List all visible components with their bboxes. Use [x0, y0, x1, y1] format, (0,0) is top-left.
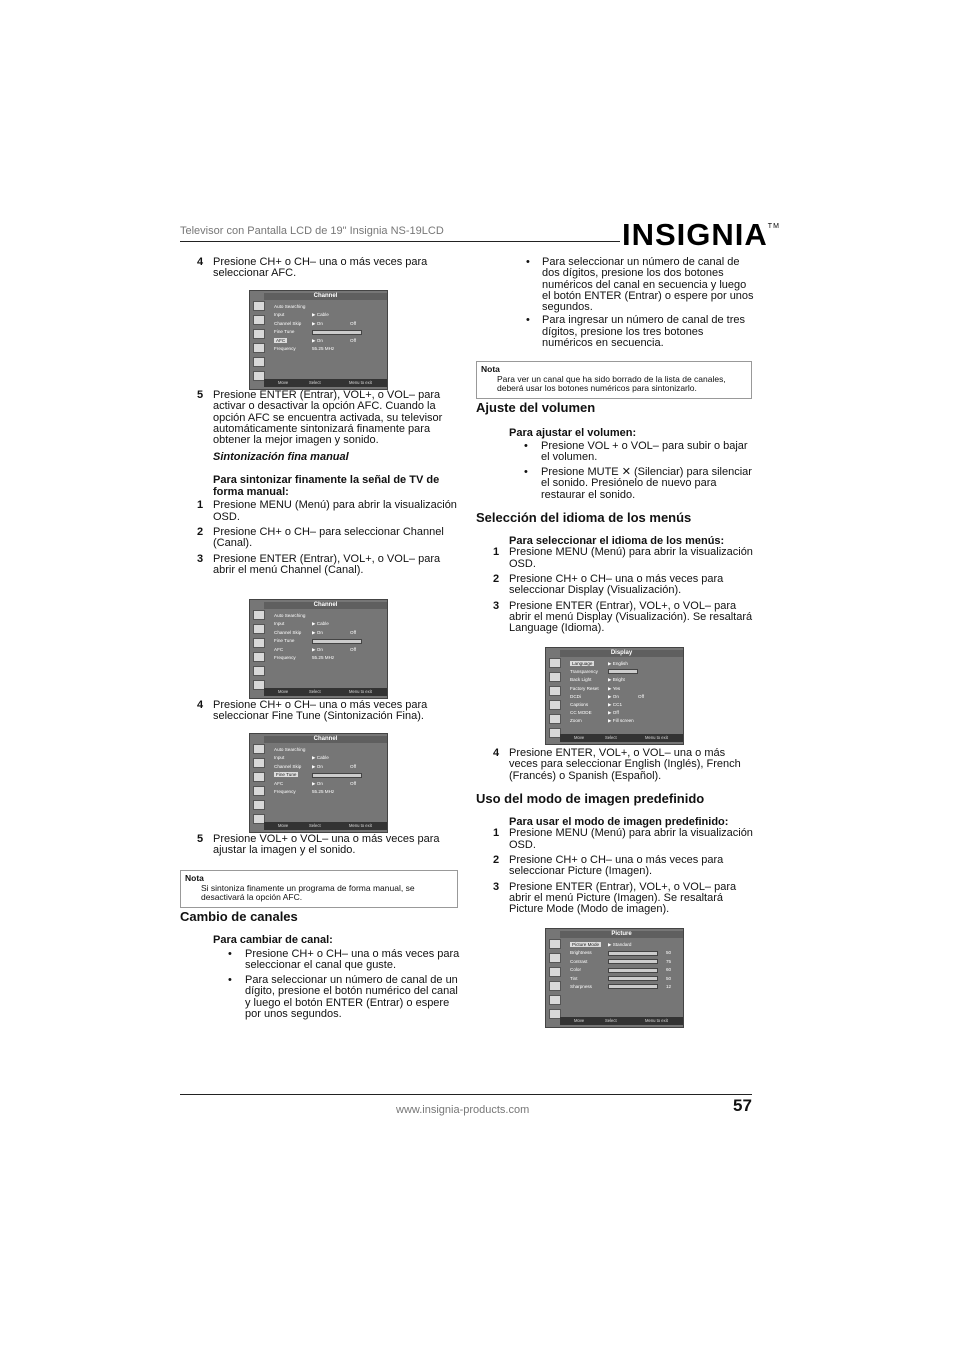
step-4-finetune: 4 Presione CH+ o CH– una o más veces para seleccionar Fine Tune (Sintonización Fina). — [197, 699, 428, 723]
idioma-step-2: 2 Presione CH+ o CH– una o más veces para seleccionar Display (Visualización). — [493, 573, 724, 597]
left-column — [180, 257, 460, 280]
modo-title: Uso del modo de imagen predefinido — [476, 790, 705, 806]
osd-title: Channel — [264, 602, 387, 609]
sintonizacion-title: Sintonización fina manual — [213, 451, 349, 464]
step-1: 1 Presione MENU (Menú) para abrir la visualización OSD. — [197, 499, 457, 523]
step-5-afc: 5 Presione ENTER (Entrar), VOL+, o VOL– para activar o desactivar la opción AFC. Cuando la opción AFC se encuentra activada, su televisor automáticamente sintonizará finamente para obtener la mejor imagen y sonido. — [197, 389, 443, 447]
header-title: Televisor con Pantalla LCD de 19" Insignia NS-19LCD — [180, 225, 444, 237]
step-5-adjust: 5 Presione VOL+ o VOL– una o más veces para ajustar la imagen y el sonido. — [197, 833, 440, 857]
osd-title: Display — [560, 650, 683, 657]
idioma-step-4: 4 Presione ENTER, VOL+, o VOL– una o más veces para seleccionar English (Inglés), French (Francés) o Spanish (Español). — [493, 747, 741, 782]
osd-sidebar-icons — [548, 658, 560, 742]
insignia-logo: INSIGNIA™ — [622, 217, 780, 252]
osd-sidebar-icons — [252, 610, 264, 694]
volumen-sub: Para ajustar el volumen: — [509, 427, 637, 439]
volumen-title: Ajuste del volumen — [476, 400, 596, 415]
step-4-afc: 4 Presione CH+ o CH– una o más veces para seleccionar AFC. — [197, 256, 428, 280]
osd-picture: Picture Picture Mode Brightness Contrast Color Tint Sharpness ▶ Standard 50 75 60 50 12 Move Select Menu to exit — [545, 928, 684, 1028]
osd-title: Channel — [264, 736, 387, 743]
osd-sidebar-icons — [548, 939, 560, 1023]
bullet-3: • Para seleccionar un número de canal de dos dígitos, presione los dos botones numéricos del canal en secuencia y luego el botón ENTER (Entrar) o espere por unos segundos. — [526, 256, 754, 314]
header-rule — [180, 241, 620, 242]
osd-sidebar-icons — [252, 744, 264, 828]
modo-step-2: 2 Presione CH+ o CH– una o más veces para seleccionar Picture (Imagen). — [493, 853, 724, 878]
osd-display: Display Language Transparency Back Light Factory Reset DCDi Captions CC MODE Zoom ▶ English ▶ Bright ▶ Yes ▶ On ▶ CC1 ▶ Off ▶ Fill screen Off Move Select Menu to exit — [545, 647, 684, 745]
bullet-2: • Para seleccionar un número de canal de un dígito, presione el botón numérico del canal y luego el botón ENTER (Entrar) o espere por unos segundos. — [228, 974, 458, 1020]
footer-rule — [180, 1094, 752, 1095]
idioma-sub: Para seleccionar el idioma de los menús: — [509, 534, 725, 547]
note-right: Nota Para ver un canal que ha sido borrado de la lista de canales, deberá usar los botones numéricos para sintonizarlo. — [476, 361, 752, 399]
right-column — [476, 257, 754, 349]
cambio-sub: Para cambiar de canal: — [213, 934, 333, 946]
page-number: 57 — [733, 1096, 752, 1115]
cambio-title: Cambio de canales — [180, 909, 298, 924]
idioma-title: Selección del idioma de los menús — [476, 509, 692, 525]
idioma-step-1: 1 Presione MENU (Menú) para abrir la visualización OSD. — [493, 546, 753, 570]
bullet-1: • Presione CH+ o CH– una o más veces para seleccionar el canal que guste. — [228, 947, 460, 971]
modo-step-1: 1 Presione MENU (Menú) para abrir la visualización OSD. — [493, 827, 753, 851]
osd-channel: Channel Auto Searching Input Channel Skip Fine Tune AFC Frequency ▶ Cable ▶ On ▶ On 55.25 MHz Off Off Move Select Menu to exit — [249, 599, 388, 699]
step-3: 3 Presione ENTER (Entrar), VOL+, o VOL– para abrir el menú Channel (Canal). — [197, 552, 441, 576]
vol-bullet-2: • Presione MUTE ✕ (Silenciar) para silenciar el sonido. Presiónelo de nuevo para restaurar el sonido. — [524, 466, 752, 501]
idioma-step-3: 3 Presione ENTER (Entrar), VOL+, o VOL– para abrir el menú Display (Visualización). Se resaltará Language (Idioma). — [493, 599, 753, 635]
modo-step-3: 3 Presione ENTER (Entrar), VOL+, o VOL– para abrir el menú Picture (Imagen). Se resaltará Picture Mode (Modo de imagen). — [493, 880, 737, 916]
vol-bullet-1: • Presione VOL + o VOL– para subir o bajar el volumen. — [524, 439, 748, 463]
sintonizacion-sub: Para sintonizar finamente la señal de TV de forma manual: — [213, 474, 440, 498]
step-2: 2 Presione CH+ o CH– para seleccionar Channel (Canal). — [197, 526, 444, 550]
osd-channel-afc: Channel Auto Searching Input Channel Skip Fine Tune AFC Frequency ▶ Cable ▶ On ▶ On 55.25 MHz Off Off Move Select Menu to exit — [249, 290, 388, 390]
osd-sidebar-icons — [252, 301, 264, 385]
footer-url: www.insignia-products.com — [396, 1104, 530, 1116]
bullet-4: • Para ingresar un número de canal de tres dígitos, presione los tres botones numéricos en secuencia. — [526, 314, 746, 350]
note-left: Nota Si sintoniza finamente un programa de forma manual, se desactivará la opción AFC. — [180, 870, 458, 908]
osd-channel-finetune: Channel Auto Searching Input Channel Skip Fine Tune AFC Frequency ▶ Cable ▶ On ▶ On 55.25 MHz Off Off Move Select Menu to exit — [249, 733, 388, 833]
osd-title: Channel — [264, 293, 387, 300]
modo-sub: Para usar el modo de imagen predefinido: — [509, 815, 729, 828]
osd-title: Picture — [560, 931, 683, 938]
